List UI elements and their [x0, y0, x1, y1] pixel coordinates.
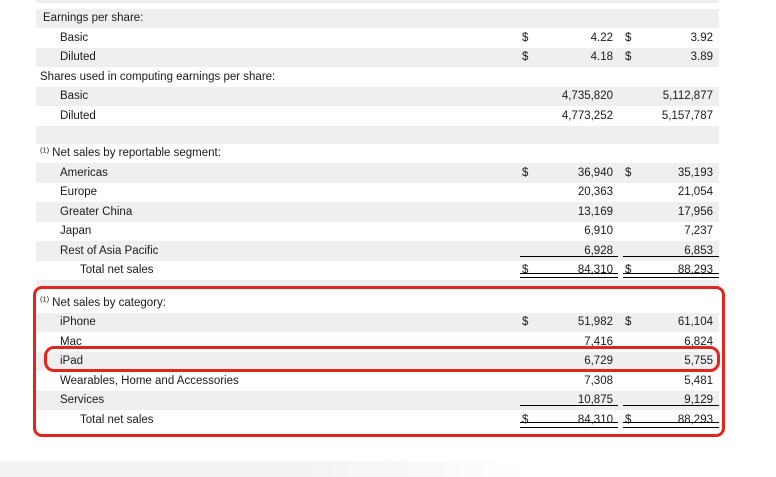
currency-symbol: $ — [625, 264, 632, 277]
col1-cell — [520, 28, 618, 48]
col2-cell — [623, 313, 719, 333]
row-label — [36, 352, 520, 372]
col1-value: 4.22 — [590, 31, 613, 44]
table-row — [36, 293, 719, 313]
currency-symbol: $ — [522, 51, 529, 64]
col2-cell — [623, 87, 719, 107]
col1-value: 6,928 — [584, 244, 613, 257]
table-row-mac — [36, 332, 719, 352]
col2-cell — [623, 293, 719, 313]
row-label-text: Earnings per share: — [43, 12, 144, 25]
col1-cell — [520, 241, 618, 261]
row-label-text: Basic — [60, 31, 89, 44]
table-row-iphone — [36, 313, 719, 333]
currency-symbol: $ — [522, 413, 529, 426]
col2-cell — [623, 106, 719, 126]
col1-cell — [520, 313, 618, 333]
col2-cell — [623, 28, 719, 48]
row-label — [36, 67, 520, 87]
table-row — [36, 163, 719, 183]
bottom-edge-element — [0, 461, 550, 477]
section-net-sales-by-category — [36, 293, 719, 430]
col1-cell — [520, 261, 618, 281]
col2-value: 9,129 — [684, 394, 713, 407]
col1-value: 4,735,820 — [561, 90, 613, 103]
table-row — [36, 144, 719, 164]
table-row — [36, 87, 719, 107]
col2-cell — [623, 391, 719, 411]
col1-cell — [520, 391, 618, 411]
col2-value: 3.92 — [690, 31, 713, 44]
row-label-text: Total net sales — [80, 264, 154, 277]
col1-value: 36,940 — [577, 166, 613, 179]
table-row-services — [36, 391, 719, 411]
col2-cell — [623, 332, 719, 352]
col2-cell — [623, 410, 719, 430]
col2-value: 5,112,877 — [662, 90, 713, 103]
col2-value: 5,755 — [684, 355, 713, 368]
table-row-remnant — [36, 0, 719, 3]
col2-value: 3.89 — [690, 51, 713, 64]
currency-symbol: $ — [522, 31, 529, 44]
row-label-text: Europe — [60, 186, 98, 199]
col2-cell — [623, 352, 719, 372]
footnote-marker: (1) — [40, 145, 50, 155]
col2-value: 5,481 — [684, 374, 713, 387]
row-label-text: Net sales by category: — [52, 296, 166, 309]
col2-value: 17,956 — [677, 205, 713, 218]
separator-row — [36, 126, 719, 144]
row-label — [36, 313, 520, 333]
row-label — [36, 261, 520, 281]
col2-cell — [623, 48, 719, 68]
table-row — [36, 241, 719, 261]
col1-cell — [520, 332, 618, 352]
col2-cell — [623, 202, 719, 222]
currency-symbol: $ — [625, 316, 632, 329]
col1-cell — [520, 106, 618, 126]
col1-value: 7,416 — [584, 335, 613, 348]
currency-symbol: $ — [625, 413, 632, 426]
col2-cell — [623, 144, 719, 164]
col1-cell — [520, 410, 618, 430]
col1-value: 6,729 — [584, 355, 613, 368]
col1-cell — [520, 293, 618, 313]
currency-symbol: $ — [522, 166, 529, 179]
col1-cell — [520, 144, 618, 164]
row-label — [36, 391, 520, 411]
col2-cell — [623, 222, 719, 242]
table-row — [36, 48, 719, 68]
col1-cell — [520, 371, 618, 391]
row-label — [36, 183, 520, 203]
currency-symbol: $ — [625, 51, 632, 64]
col2-value: 61,104 — [677, 316, 713, 329]
col1-value: 10,875 — [577, 394, 613, 407]
table-row — [36, 222, 719, 242]
row-label — [36, 222, 520, 242]
row-label-text: Diluted — [60, 109, 96, 122]
col2-value: 35,193 — [677, 166, 713, 179]
row-label-text: iPad — [60, 355, 84, 368]
currency-symbol: $ — [522, 316, 529, 329]
col2-value: 7,237 — [684, 225, 713, 238]
col1-value: 20,363 — [577, 186, 613, 199]
section-earnings-per-share — [36, 9, 719, 68]
row-label — [36, 48, 520, 68]
col2-value: 88,293 — [677, 264, 713, 277]
col1-cell — [520, 87, 618, 107]
row-label-text: Shares used in computing earnings per share: — [40, 70, 276, 83]
currency-symbol: $ — [625, 31, 632, 44]
table-row — [36, 106, 719, 126]
row-label-text: Japan — [60, 225, 92, 238]
row-label — [36, 28, 520, 48]
row-label-text: Total net sales — [80, 413, 154, 426]
row-label — [36, 9, 520, 29]
col1-value: 7,308 — [584, 374, 613, 387]
row-label-text: Wearables, Home and Accessories — [60, 374, 239, 387]
col1-cell — [520, 222, 618, 242]
row-label — [36, 293, 520, 313]
row-label — [36, 332, 520, 352]
col1-cell — [520, 202, 618, 222]
table-row-wearables — [36, 371, 719, 391]
col1-cell — [520, 163, 618, 183]
col1-value: 4,773,252 — [561, 109, 613, 122]
row-label — [36, 144, 520, 164]
section-shares-used — [36, 67, 719, 126]
footnote-marker: (1) — [40, 294, 50, 304]
table-row — [36, 202, 719, 222]
col2-cell — [623, 163, 719, 183]
table-row — [36, 9, 719, 29]
currency-symbol: $ — [625, 166, 632, 179]
col1-value: 51,982 — [577, 316, 613, 329]
row-label — [36, 87, 520, 107]
currency-symbol: $ — [522, 264, 529, 277]
row-label-text: Basic — [60, 90, 89, 103]
row-label-text: Rest of Asia Pacific — [60, 244, 159, 257]
col2-cell — [623, 241, 719, 261]
col2-value: 6,853 — [684, 244, 713, 257]
col1-cell — [520, 67, 618, 87]
row-label-text: Mac — [60, 335, 82, 348]
col2-value: 88,293 — [677, 413, 713, 426]
row-label — [36, 202, 520, 222]
col2-value: 21,054 — [677, 186, 713, 199]
row-label — [36, 371, 520, 391]
row-label-text: Diluted — [60, 51, 96, 64]
table-row-total — [36, 261, 719, 281]
table-row — [36, 67, 719, 87]
col2-value: 5,157,787 — [661, 109, 713, 122]
row-label-text: Services — [60, 394, 105, 407]
col1-cell — [520, 352, 618, 372]
row-label-text: Americas — [60, 166, 108, 179]
col1-value: 13,169 — [577, 205, 613, 218]
row-label — [36, 106, 520, 126]
row-label-text: iPhone — [60, 316, 96, 329]
col1-value: 84,310 — [577, 413, 613, 426]
col1-cell — [520, 9, 618, 29]
col2-cell — [623, 183, 719, 203]
col1-cell — [520, 183, 618, 203]
table-row — [36, 183, 719, 203]
row-label-text: Greater China — [60, 205, 133, 218]
row-label — [36, 241, 520, 261]
col1-cell — [520, 48, 618, 68]
row-label-text: Net sales by reportable segment: — [52, 147, 221, 160]
col1-value: 84,310 — [577, 264, 613, 277]
table-row — [36, 28, 719, 48]
col2-cell — [623, 261, 719, 281]
col2-cell — [623, 9, 719, 29]
table-row-ipad — [36, 352, 719, 372]
row-label — [36, 163, 520, 183]
separator-row — [36, 280, 719, 287]
section-net-sales-by-segment — [36, 144, 719, 281]
col2-cell — [623, 371, 719, 391]
col2-value: 6,824 — [684, 335, 713, 348]
col2-cell — [623, 67, 719, 87]
col1-value: 4.18 — [590, 51, 613, 64]
col1-value: 6,910 — [584, 225, 613, 238]
table-row-total — [36, 410, 719, 430]
row-label — [36, 410, 520, 430]
